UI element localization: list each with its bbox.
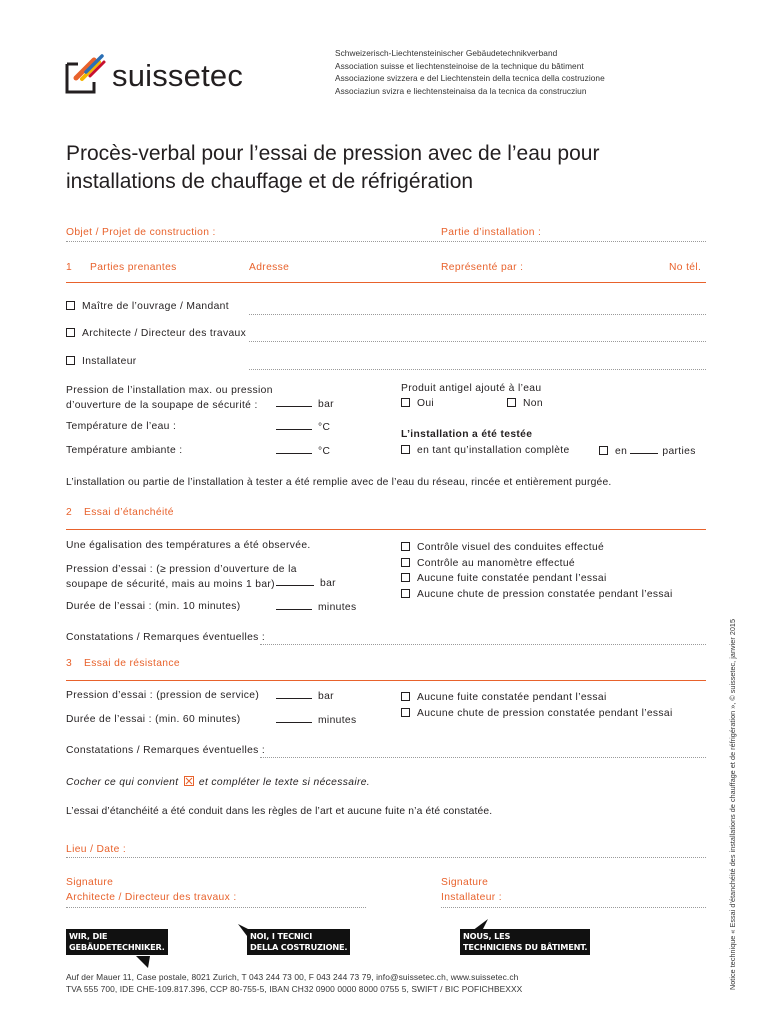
signature-installateur: Signature Installateur : [441, 877, 502, 903]
cocher-note: Cocher ce qui convient et compléter le texte si nécessaire. [66, 777, 371, 788]
constatations-3-line[interactable] [260, 757, 706, 758]
testee-heading: L’installation a été testée [401, 429, 533, 440]
checked-box-icon [184, 776, 194, 786]
brand-name: suissetec [112, 58, 244, 93]
page-title-line: Procès-verbal pour l’essai de pression avec de l’eau pour [66, 142, 600, 165]
remplie-note: L’installation ou partie de l’installation à tester a été remplie avec de l’eau du réseau, rincée et entièrement purgée. [66, 477, 612, 488]
association-names [335, 47, 605, 97]
constatations-2-label: Constatations / Remarques éventuelles : [66, 632, 266, 643]
pression-service-field[interactable]: bar [276, 690, 334, 702]
association-line: Schweizerisch-Liechtensteinischer Gebäudetechnikverband [335, 48, 558, 58]
conduit-note: L’essai d’étanchéité a été conduit dans les règles de l’art et aucune fuite n’a été constatée. [66, 806, 493, 817]
page-title [66, 140, 599, 196]
checkbox[interactable] [401, 558, 410, 567]
suissetec-logo-mark-icon [64, 52, 108, 96]
section-2-number: 2 [66, 507, 73, 518]
badge-fr: NOUS, LES TECHNICIENS DU BÂTIMENT. [460, 929, 590, 955]
duree-3-field[interactable]: minutes [276, 714, 357, 726]
speech-tail-icon [238, 924, 250, 936]
partie-architecte[interactable]: Architecte / Directeur des travaux [66, 328, 246, 339]
antigel-non[interactable]: Non [507, 398, 543, 409]
checkbox[interactable] [507, 398, 516, 407]
egalisation-label: Une égalisation des températures a été observée. [66, 540, 311, 551]
duree-field[interactable]: minutes [276, 601, 357, 613]
checkbox[interactable] [66, 301, 75, 310]
partie-installateur-line[interactable] [249, 369, 706, 370]
partie-label: Partie d’installation : [441, 227, 542, 238]
section-2-rule [66, 529, 706, 530]
checkbox[interactable] [401, 398, 410, 407]
pression-essai-label: Pression d’essai : (≥ pression d’ouverture de la soupape de sécurité, mais au moins 1 bar) [66, 564, 297, 590]
pression-essai-field[interactable]: bar [276, 577, 336, 589]
footer-address: Auf der Mauer 11, Case postale, 8021 Zurich, T 043 244 73 00, F 043 244 73 79, info@suissetec.ch, www.suissetec.ch TVA 555 700, IDE CHE-109.817.396, CCP 80-755-5, IBAN CH32 0900 0000 8000 0755 5, SWIFT / BIC POFICHBEXXX [66, 972, 523, 994]
temp-eau-label: Température de l’eau : [66, 421, 177, 432]
section-1-number: 1 [66, 262, 73, 273]
duree-label: Durée de l’essai : (min. 10 minutes) [66, 601, 241, 612]
section-3-number: 3 [66, 658, 73, 669]
section-2-heading: Essai d’étanchéité [84, 507, 174, 518]
object-field-line[interactable] [66, 241, 706, 242]
lieu-date-label: Lieu / Date : [66, 844, 127, 855]
section-1-heading: Parties prenantes [90, 262, 177, 273]
pression-max-label: Pression de l’installation max. ou pression d’ouverture de la soupape de sécurité : [66, 385, 273, 411]
badge-de: WIR, DIE GEBÄUDETECHNIKER. [66, 929, 168, 955]
antigel-label: Produit antigel ajouté à l’eau [401, 383, 542, 394]
check-item[interactable]: Aucune fuite constatée pendant l’essai [401, 690, 673, 706]
antigel-oui[interactable]: Oui [401, 398, 434, 409]
temp-amb-label: Température ambiante : [66, 445, 183, 456]
vertical-note: Notice technique « Essai d’étanchéité des installations de chauffage et de réfrigération », © suissetec, janvier 2015 [728, 618, 737, 990]
suissetec-logo [64, 52, 274, 98]
badge-it: NOI, I TECNICI DELLA COSTRUZIONE. [247, 929, 350, 955]
association-line: Association suisse et liechtensteinoise de la technique du bâtiment [335, 60, 584, 71]
check-item[interactable]: Aucune chute de pression constatée pendant l’essai [401, 706, 673, 722]
checkbox[interactable] [401, 573, 410, 582]
lieu-date-line[interactable] [66, 857, 706, 858]
constatations-2-line[interactable] [260, 644, 706, 645]
constatations-3-label: Constatations / Remarques éventuelles : [66, 745, 266, 756]
association-line: Associaziun svizra e liechtensteinaisa da la tecnica da construcziun [335, 85, 587, 96]
object-label: Objet / Projet de construction : [66, 227, 216, 238]
temp-eau-field[interactable]: °C [276, 421, 330, 433]
speech-tail-icon [136, 956, 150, 968]
duree-3-label: Durée de l’essai : (min. 60 minutes) [66, 714, 241, 725]
check-item[interactable]: Contrôle au manomètre effectué [401, 556, 673, 572]
section-3-heading: Essai de résistance [84, 658, 180, 669]
check-item[interactable]: Aucune fuite constatée pendant l’essai [401, 571, 673, 587]
testee-parties[interactable]: en parties [599, 445, 696, 457]
checks-section-3 [401, 690, 673, 721]
checkbox[interactable] [66, 356, 75, 365]
pression-service-label: Pression d’essai : (pression de service) [66, 690, 260, 701]
partie-maitre[interactable]: Maître de l’ouvrage / Mandant [66, 301, 229, 312]
check-item[interactable]: Contrôle visuel des conduites effectué [401, 540, 673, 556]
partie-architecte-line[interactable] [249, 341, 706, 342]
checkbox[interactable] [401, 692, 410, 701]
section-3-rule [66, 680, 706, 681]
column-adresse: Adresse [249, 262, 290, 273]
checkbox[interactable] [401, 445, 410, 454]
checks-section-2 [401, 540, 673, 602]
association-line: Associazione svizzera e del Liechtenstein della tecnica della costruzione [335, 73, 605, 83]
page-title-line: installations de chauffage et de réfrigération [66, 170, 474, 193]
signature-architecte-line[interactable] [66, 907, 366, 908]
temp-amb-field[interactable]: °C [276, 445, 330, 457]
check-item[interactable]: Aucune chute de pression constatée pendant l’essai [401, 587, 673, 603]
checkbox[interactable] [401, 708, 410, 717]
signature-architecte: Signature Architecte / Directeur des travaux : [66, 877, 237, 903]
testee-complete[interactable]: en tant qu’installation complète [401, 445, 570, 456]
pression-max-field[interactable]: bar [276, 398, 334, 410]
section-1-rule [66, 282, 706, 283]
checkbox[interactable] [401, 542, 410, 551]
signature-installateur-line[interactable] [441, 907, 706, 908]
checkbox[interactable] [401, 589, 410, 598]
column-represente: Représenté par : [441, 262, 524, 273]
partie-installateur[interactable]: Installateur [66, 356, 137, 367]
speech-tail-icon [472, 919, 488, 931]
partie-maitre-line[interactable] [249, 314, 706, 315]
checkbox[interactable] [599, 446, 608, 455]
column-tel: No tél. [669, 262, 702, 273]
checkbox[interactable] [66, 328, 75, 337]
